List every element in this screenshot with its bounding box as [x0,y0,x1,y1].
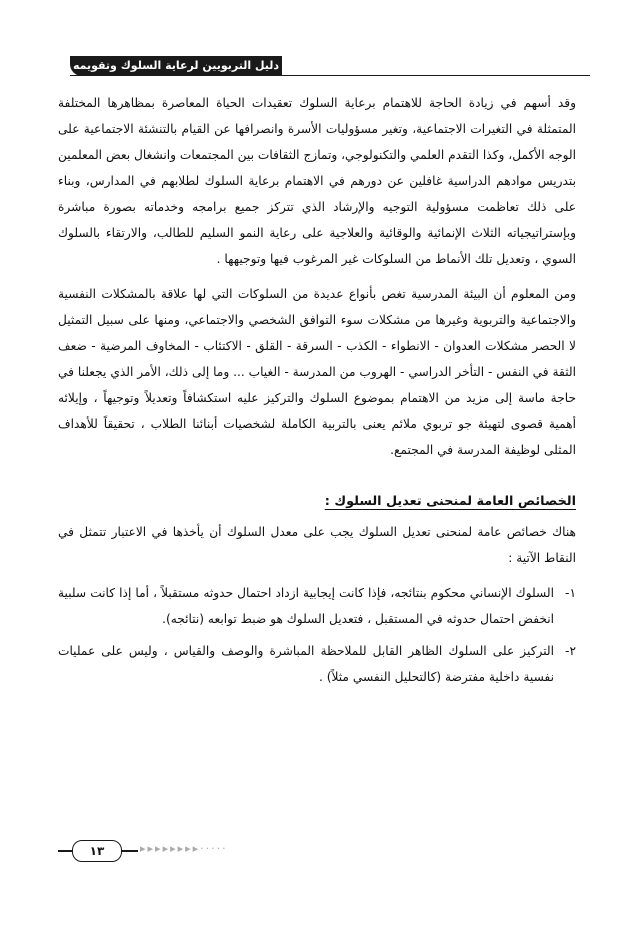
list-item [58,580,576,632]
running-header-title: دليل التربويين لرعاية السلوك وتقويمه [72,59,280,72]
paragraph-1: وقد أسهم في زيادة الحاجة للاهتمام برعاية السلوك تعقيدات الحياة المعاصرة بمظاهرها المختلفة المتمثلة في التغيرات الاجتماعية، وتغير مسؤوليات الأسرة وانصرافها عن القيام بالتنشئة الاجتماعية على الوجه الأكمل، وكذا التقدم العلمي والتكنولوجي، وتمازج الثقافات بين المجتمعات وانشغال بعض المعلمين بتدريس موادهم الدراسية غافلين عن دورهم في الاهتمام برعاية السلوك لطلابهم في المدارس، وبناء على ذلك تعاظمت مسؤولية التوجيه والإرشاد الذي تتركز جميع برامجه وخدماته بصورة مباشرة وبإستراتيجياته الثلاث الإنمائية والوقائية والعلاجية على رعاية النمو السليم للطالب، والارتقاء بالسلوك السوي ، وتعديل تلك الأنماط من السلوكات غير المرغوب فيها وتوجيهها . [58,96,576,266]
list-item-text: التركيز على السلوك الظاهر القابل للملاحظة المباشرة والوصف والقياس ، وليس على عمليات نفسية داخلية مفترضة (كالتحليل النفسي مثلاً) . [58,644,554,684]
page-body [58,90,576,696]
list-item [58,638,576,690]
page-number: ١٣ [72,840,122,862]
section-title: الخصائص العامة لمنحنى تعديل السلوك : [324,494,576,509]
list-item-text: السلوك الإنساني محكوم بنتائجه، فإذا كانت إيجابية ازداد احتمال حدوثه مستقبلاً ، أما إذا كانت سلبية انخفض احتمال حدوثه في المستقبل ، فتعديل السلوك هو ضبط توابعه (نتائجه). [58,586,554,626]
list-item-number: ٢- [565,644,576,658]
paragraph-2: ومن المعلوم أن البيئة المدرسية تغص بأنواع عديدة من السلوكات التي لها علاقة بالمشكلات النفسية والاجتماعية والتربوية وغيرها من مشكلات سوء التوافق الشخصي والاجتماعي، ومنها على سبيل التمثيل لا الحصر مشكلات العدوان - الانطواء - الكذب - السرقة - القلق - الاكتئاب - المخاوف المرضية - ضعف الثقة في النفس - التأخر الدراسي - الهروب من المدرسة - الغياب ... وما إلى ذلك، الأمر الذي يجعلنا في حاجة ماسة إلى مزيد من الاهتمام بموضوع السلوك والتركيز عليه استكشافاً وتعديلاً وتوجيهاً ، وإيلائه أهمية قصوى لتهيئة جو تربوي ملائم يعنى بالتربية الكاملة لشخصيات أبنائنا الطلاب ، تحقيقاً للأهداف المثلى لوظيفة المدرسة في المجتمع. [58,287,576,457]
header-rule [70,75,590,76]
running-header [70,56,282,76]
footer-arrow-ornament: ▸▸▸▸▸▸▸▸····· [140,842,228,855]
section-intro: هناك خصائص عامة لمنحنى تعديل السلوك يجب على معدل السلوك أن يأخذها في الاعتبار تتمثل في النقاط الآتية : [58,525,576,565]
list-item-number: ١- [565,586,576,600]
